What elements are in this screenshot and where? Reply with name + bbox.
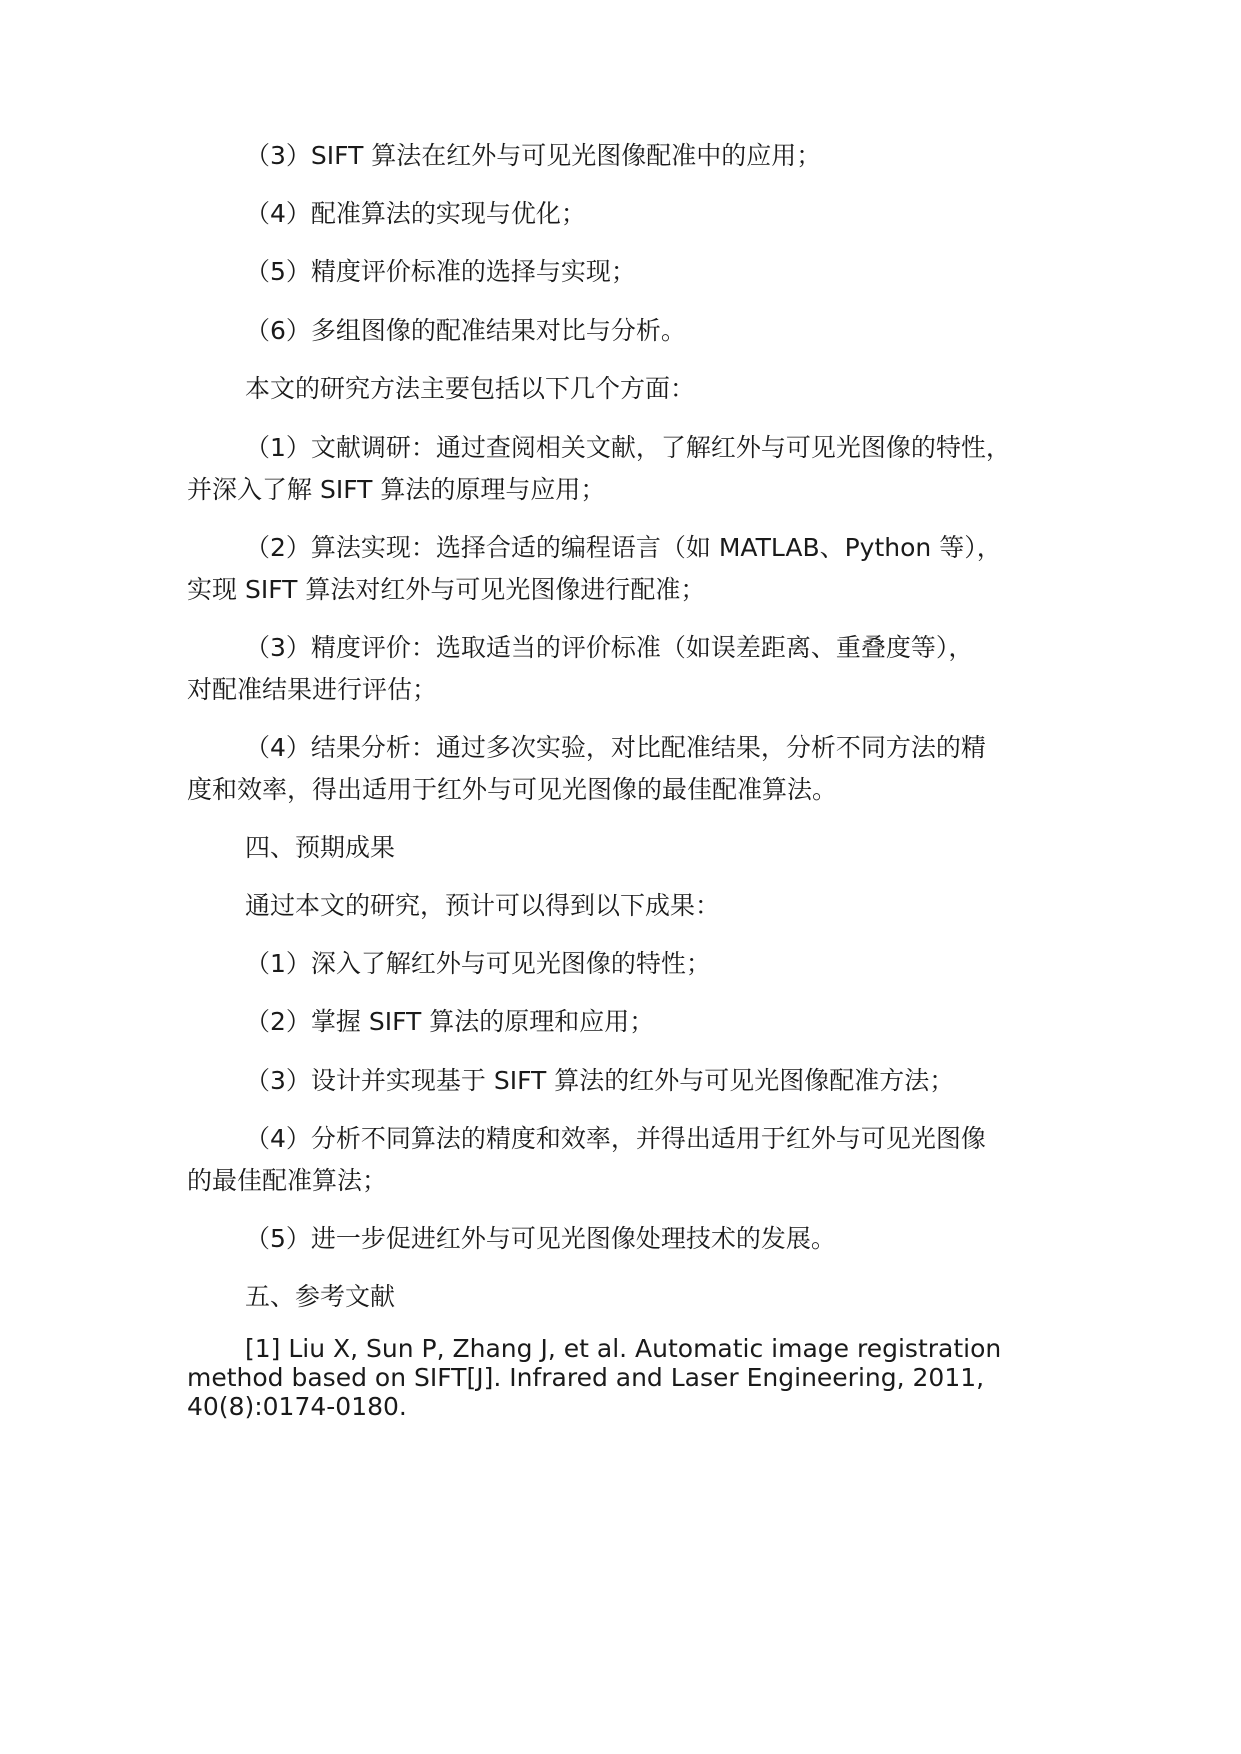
paragraph-line: 度和效率，得出适用于红外与可见光图像的最佳配准算法。 (187, 775, 838, 804)
paragraph: 通过本文的研究，预计可以得到以下成果： (245, 891, 721, 920)
list-item: （5）精度评价标准的选择与实现； (245, 257, 636, 286)
list-item: （4）分析不同算法的精度和效率，并得出适用于红外与可见光图像 (245, 1124, 986, 1153)
paragraph-line: （1）文献调研：通过查阅相关文献，了解红外与可见光图像的特性， (245, 433, 1011, 462)
section-heading: 五、参考文献 (245, 1282, 396, 1311)
paragraph-line: （3）精度评价：选取适当的评价标准（如误差距离、重叠度等）， (245, 633, 974, 662)
document-page (187, 0, 1087, 1754)
list-item: （1）深入了解红外与可见光图像的特性； (245, 949, 711, 978)
reference-entry: method based on SIFT[J]. Infrared and Laser Engineering, 2011, (187, 1363, 985, 1392)
section-heading: 四、预期成果 (245, 833, 396, 862)
paragraph-line: 实现 SIFT 算法对红外与可见光图像进行配准； (187, 575, 706, 604)
paragraph-line: 对配准结果进行评估； (187, 675, 438, 704)
list-item: （5）进一步促进红外与可见光图像处理技术的发展。 (245, 1224, 836, 1253)
list-item: （4）配准算法的实现与优化； (245, 199, 586, 228)
list-item: （6）多组图像的配准结果对比与分析。 (245, 316, 686, 345)
reference-entry: 40(8):0174-0180. (187, 1392, 407, 1421)
paragraph: 本文的研究方法主要包括以下几个方面： (245, 374, 696, 403)
paragraph-line: （2）算法实现：选择合适的编程语言（如 MATLAB、Python 等）， (245, 533, 1002, 562)
paragraph-line: （4）结果分析：通过多次实验，对比配准结果，分析不同方法的精 (245, 733, 986, 762)
list-item: （3）SIFT 算法在红外与可见光图像配准中的应用； (245, 141, 822, 170)
list-item: （2）掌握 SIFT 算法的原理和应用； (245, 1007, 655, 1036)
paragraph-line: 并深入了解 SIFT 算法的原理与应用； (187, 475, 606, 504)
list-item: （3）设计并实现基于 SIFT 算法的红外与可见光图像配准方法； (245, 1066, 955, 1095)
list-item: 的最佳配准算法； (187, 1166, 388, 1195)
reference-entry: [1] Liu X, Sun P, Zhang J, et al. Automatic image registration (245, 1334, 1002, 1363)
